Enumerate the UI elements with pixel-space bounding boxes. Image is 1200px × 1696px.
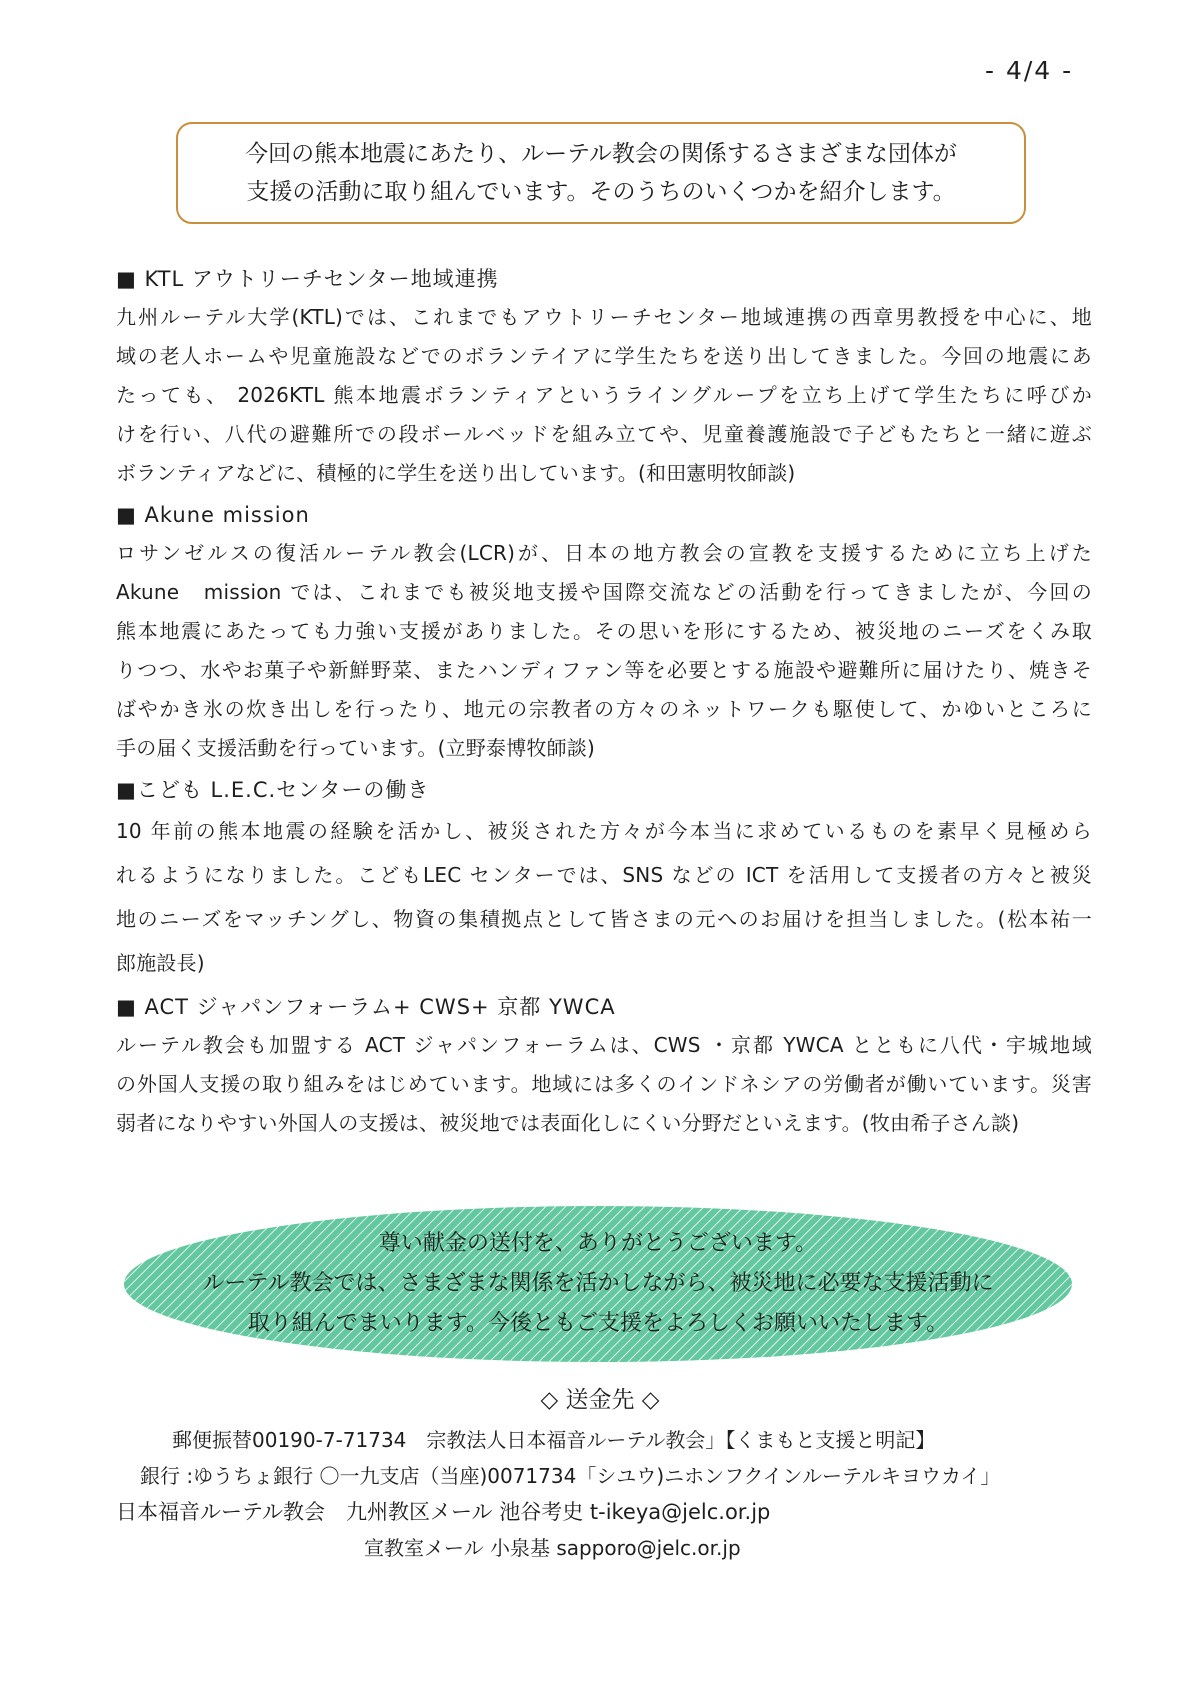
- body-line: ルーテル教会も加盟する ACT ジャパンフォーラムは、CWS ・京都 YWCA とともに八代・宇城地域: [116, 1033, 1092, 1057]
- body-line: 九州ルーテル大学(KTL)では、これまでもアウトリーチセンター地域連携の西章男教授を中心に、地: [116, 305, 1092, 329]
- section-akune: [116, 496, 1092, 768]
- section-heading: ■こども L.E.C.センターの働き: [116, 778, 430, 802]
- body-line: 弱者になりやすい外国人の支援は、被災地では表面化しにくい分野だといえます。(牧由希子さん談): [116, 1111, 1020, 1135]
- body-line: 10 年前の熊本地震の経験を活かし、被災された方々が今本当に求めているものを素早く見極めら: [116, 819, 1092, 843]
- body-line: ボランティアなどに、積極的に学生を送り出しています。(和田憲明牧師談): [116, 461, 796, 485]
- body-line: Akune mission では、これまでも被災地支援や国際交流などの活動を行ってきましたが、今回の: [116, 580, 1092, 604]
- thanks-line: ルーテル教会では、さまざまな関係を活かしながら、被災地に必要な支援活動に: [202, 1271, 994, 1296]
- page-number: - 4/4 -: [985, 56, 1074, 85]
- section-ktl: [116, 260, 1092, 493]
- body-line: 郎施設長): [116, 951, 205, 975]
- section-heading: ■ KTL アウトリーチセンター地域連携: [116, 267, 499, 291]
- body-line: ばやかき氷の炊き出しを行ったり、地元の宗教者の方々のネットワークも駆使して、かゆいところに: [116, 697, 1092, 721]
- body-line: 地のニーズをマッチングし、物資の集積拠点として皆さまの元へのお届けを担当しました。(松本祐一: [116, 907, 1092, 931]
- thanks-message: [122, 1224, 1074, 1344]
- body-line: たっても、 2026KTL 熊本地震ボランティアというライングループを立ち上げて学生たちに呼びか: [116, 383, 1092, 407]
- body-line: の外国人支援の取り組みをはじめています。地域には多くのインドネシアの労働者が働いています。災害: [116, 1072, 1092, 1096]
- body-line: 熊本地震にあたっても力強い支援がありました。その思いを形にするため、被災地のニーズをくみ取: [116, 619, 1092, 643]
- section-heading: ■ Akune mission: [116, 503, 310, 527]
- remittance-title: ◇ 送金先 ◇: [540, 1387, 660, 1413]
- body-line: れるようになりました。こどもLEC センターでは、SNS などの ICT を活用して支援者の方々と被災: [116, 863, 1092, 887]
- postal-transfer-line: 郵便振替00190-7-71734 宗教法人日本福音ルーテル教会」【くまもと支援と明記】: [172, 1428, 936, 1452]
- thanks-line: 取り組んでまいります。今後ともご支援をよろしくお願いいたします。: [247, 1311, 949, 1336]
- section-heading: ■ ACT ジャパンフォーラム+ CWS+ 京都 YWCA: [116, 995, 616, 1019]
- intro-line: 支援の活動に取り組んでいます。そのうちのいくつかを紹介します。: [246, 179, 956, 205]
- article-content: [116, 260, 1092, 1146]
- section-lec: [116, 771, 1092, 985]
- kyushu-email-line: 日本福音ルーテル教会 九州教区メール 池谷考史 t-ikeya@jelc.or.jp: [116, 1500, 771, 1524]
- intro-box: [176, 122, 1026, 224]
- remittance-info: [0, 1378, 1200, 1566]
- thanks-ellipse: [122, 1204, 1074, 1364]
- body-line: 域の老人ホームや児童施設などでのボランテイアに学生たちを送り出してきました。今回の地震にあ: [116, 344, 1092, 368]
- mission-email-line: 宣教室メール 小泉基 sapporo@jelc.or.jp: [364, 1536, 741, 1560]
- intro-line: 今回の熊本地震にあたり、ルーテル教会の関係するさまざまな団体が: [245, 141, 957, 167]
- body-line: けを行い、八代の避難所での段ボールベッドを組み立てや、児童養護施設で子どもたちと一緒に遊ぶ: [116, 422, 1092, 446]
- section-act: [116, 988, 1092, 1143]
- bank-line: 銀行 :ゆうちょ銀行 〇一九支店（当座)0071734「シユウ)ニホンフクインルーテルキヨウカイ」: [140, 1464, 1001, 1488]
- body-line: 手の届く支援活動を行っています。(立野泰博牧師談): [116, 736, 596, 760]
- body-line: ロサンゼルスの復活ルーテル教会(LCR)が、日本の地方教会の宣教を支援するために立ち上げた: [116, 541, 1092, 565]
- thanks-line: 尊い献金の送付を、ありがとうございます。: [378, 1231, 818, 1256]
- body-line: りつつ、水やお菓子や新鮮野菜、またハンディファン等を必要とする施設や避難所に届けたり、焼きそ: [116, 658, 1092, 682]
